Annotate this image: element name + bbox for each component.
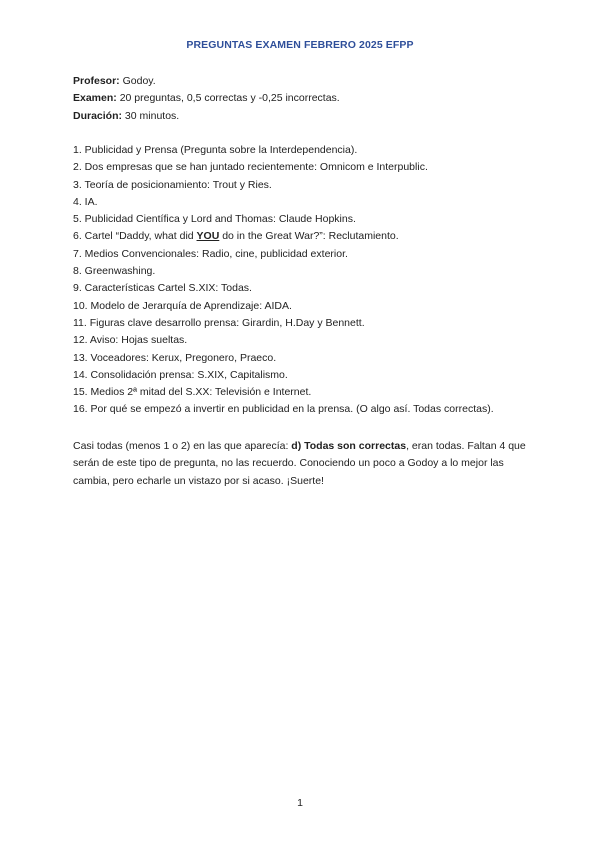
closing-note — [73, 438, 528, 490]
question-item: 3. Teoría de posicionamiento: Trout y Ries. — [73, 178, 272, 191]
page-number: 1 — [297, 797, 303, 809]
question-item: 13. Voceadores: Kerux, Pregonero, Praeco. — [73, 351, 277, 364]
exam-info — [73, 73, 340, 125]
question-item: 11. Figuras clave desarrollo prensa: Girardin, H.Day y Bennett. — [73, 316, 365, 329]
duracion-line — [73, 108, 340, 125]
note-text-after: , eran todas. Faltan 4 que serán de este tipo de pregunta, no las recuerdo. Conociendo un poco a Godoy a lo mejor las cambia, pero echarle un vistazo por si acaso. ¡Suerte! — [73, 440, 526, 487]
question-list — [73, 142, 494, 419]
examen-line — [73, 90, 340, 107]
profesor-value: Godoy. — [119, 75, 156, 87]
question-item: 4. IA. — [73, 195, 98, 208]
document-title: PREGUNTAS EXAMEN FEBRERO 2025 EFPP — [186, 39, 414, 51]
note-bold-answer: d) Todas son correctas — [291, 440, 407, 452]
examen-value: 20 preguntas, 0,5 correctas y -0,25 incorrectas. — [116, 92, 340, 105]
question-6-suffix: do in the Great War?”: Reclutamiento. — [219, 230, 399, 243]
duracion-value: 30 minutos. — [122, 109, 180, 122]
question-item: 1. Publicidad y Prensa (Pregunta sobre la Interdependencia). — [73, 144, 358, 156]
question-item: 7. Medios Convencionales: Radio, cine, publicidad exterior. — [73, 247, 348, 260]
question-item: 15. Medios 2ª mitad del S.XX: Televisión e Internet. — [73, 386, 312, 399]
question-item: 10. Modelo de Jerarquía de Aprendizaje: AIDA. — [73, 299, 292, 312]
profesor-line — [73, 73, 340, 90]
question-item: 14. Consolidación prensa: S.XIX, Capitalismo. — [73, 368, 288, 381]
profesor-label: Profesor: — [73, 75, 120, 87]
question-item — [73, 228, 494, 245]
note-text-before: Casi todas (menos 1 o 2) en las que aparecía: — [73, 440, 292, 452]
duracion-label: Duración: — [73, 109, 123, 122]
question-item: 16. Por qué se empezó a invertir en publicidad en la prensa. (O algo así. Todas correctas). — [73, 403, 494, 416]
question-item: 8. Greenwashing. — [73, 265, 156, 278]
question-item: 2. Dos empresas que se han juntado recientemente: Omnicom e Interpublic. — [73, 161, 428, 174]
examen-label: Examen: — [73, 92, 117, 105]
question-item: 5. Publicidad Científica y Lord and Thomas: Claude Hopkins. — [73, 213, 356, 226]
question-item: 12. Aviso: Hojas sueltas. — [73, 334, 188, 347]
question-6-prefix: 6. Cartel “Daddy, what did — [73, 230, 197, 243]
question-item: 9. Características Cartel S.XIX: Todas. — [73, 282, 252, 295]
question-6-emphasis: YOU — [196, 230, 220, 243]
